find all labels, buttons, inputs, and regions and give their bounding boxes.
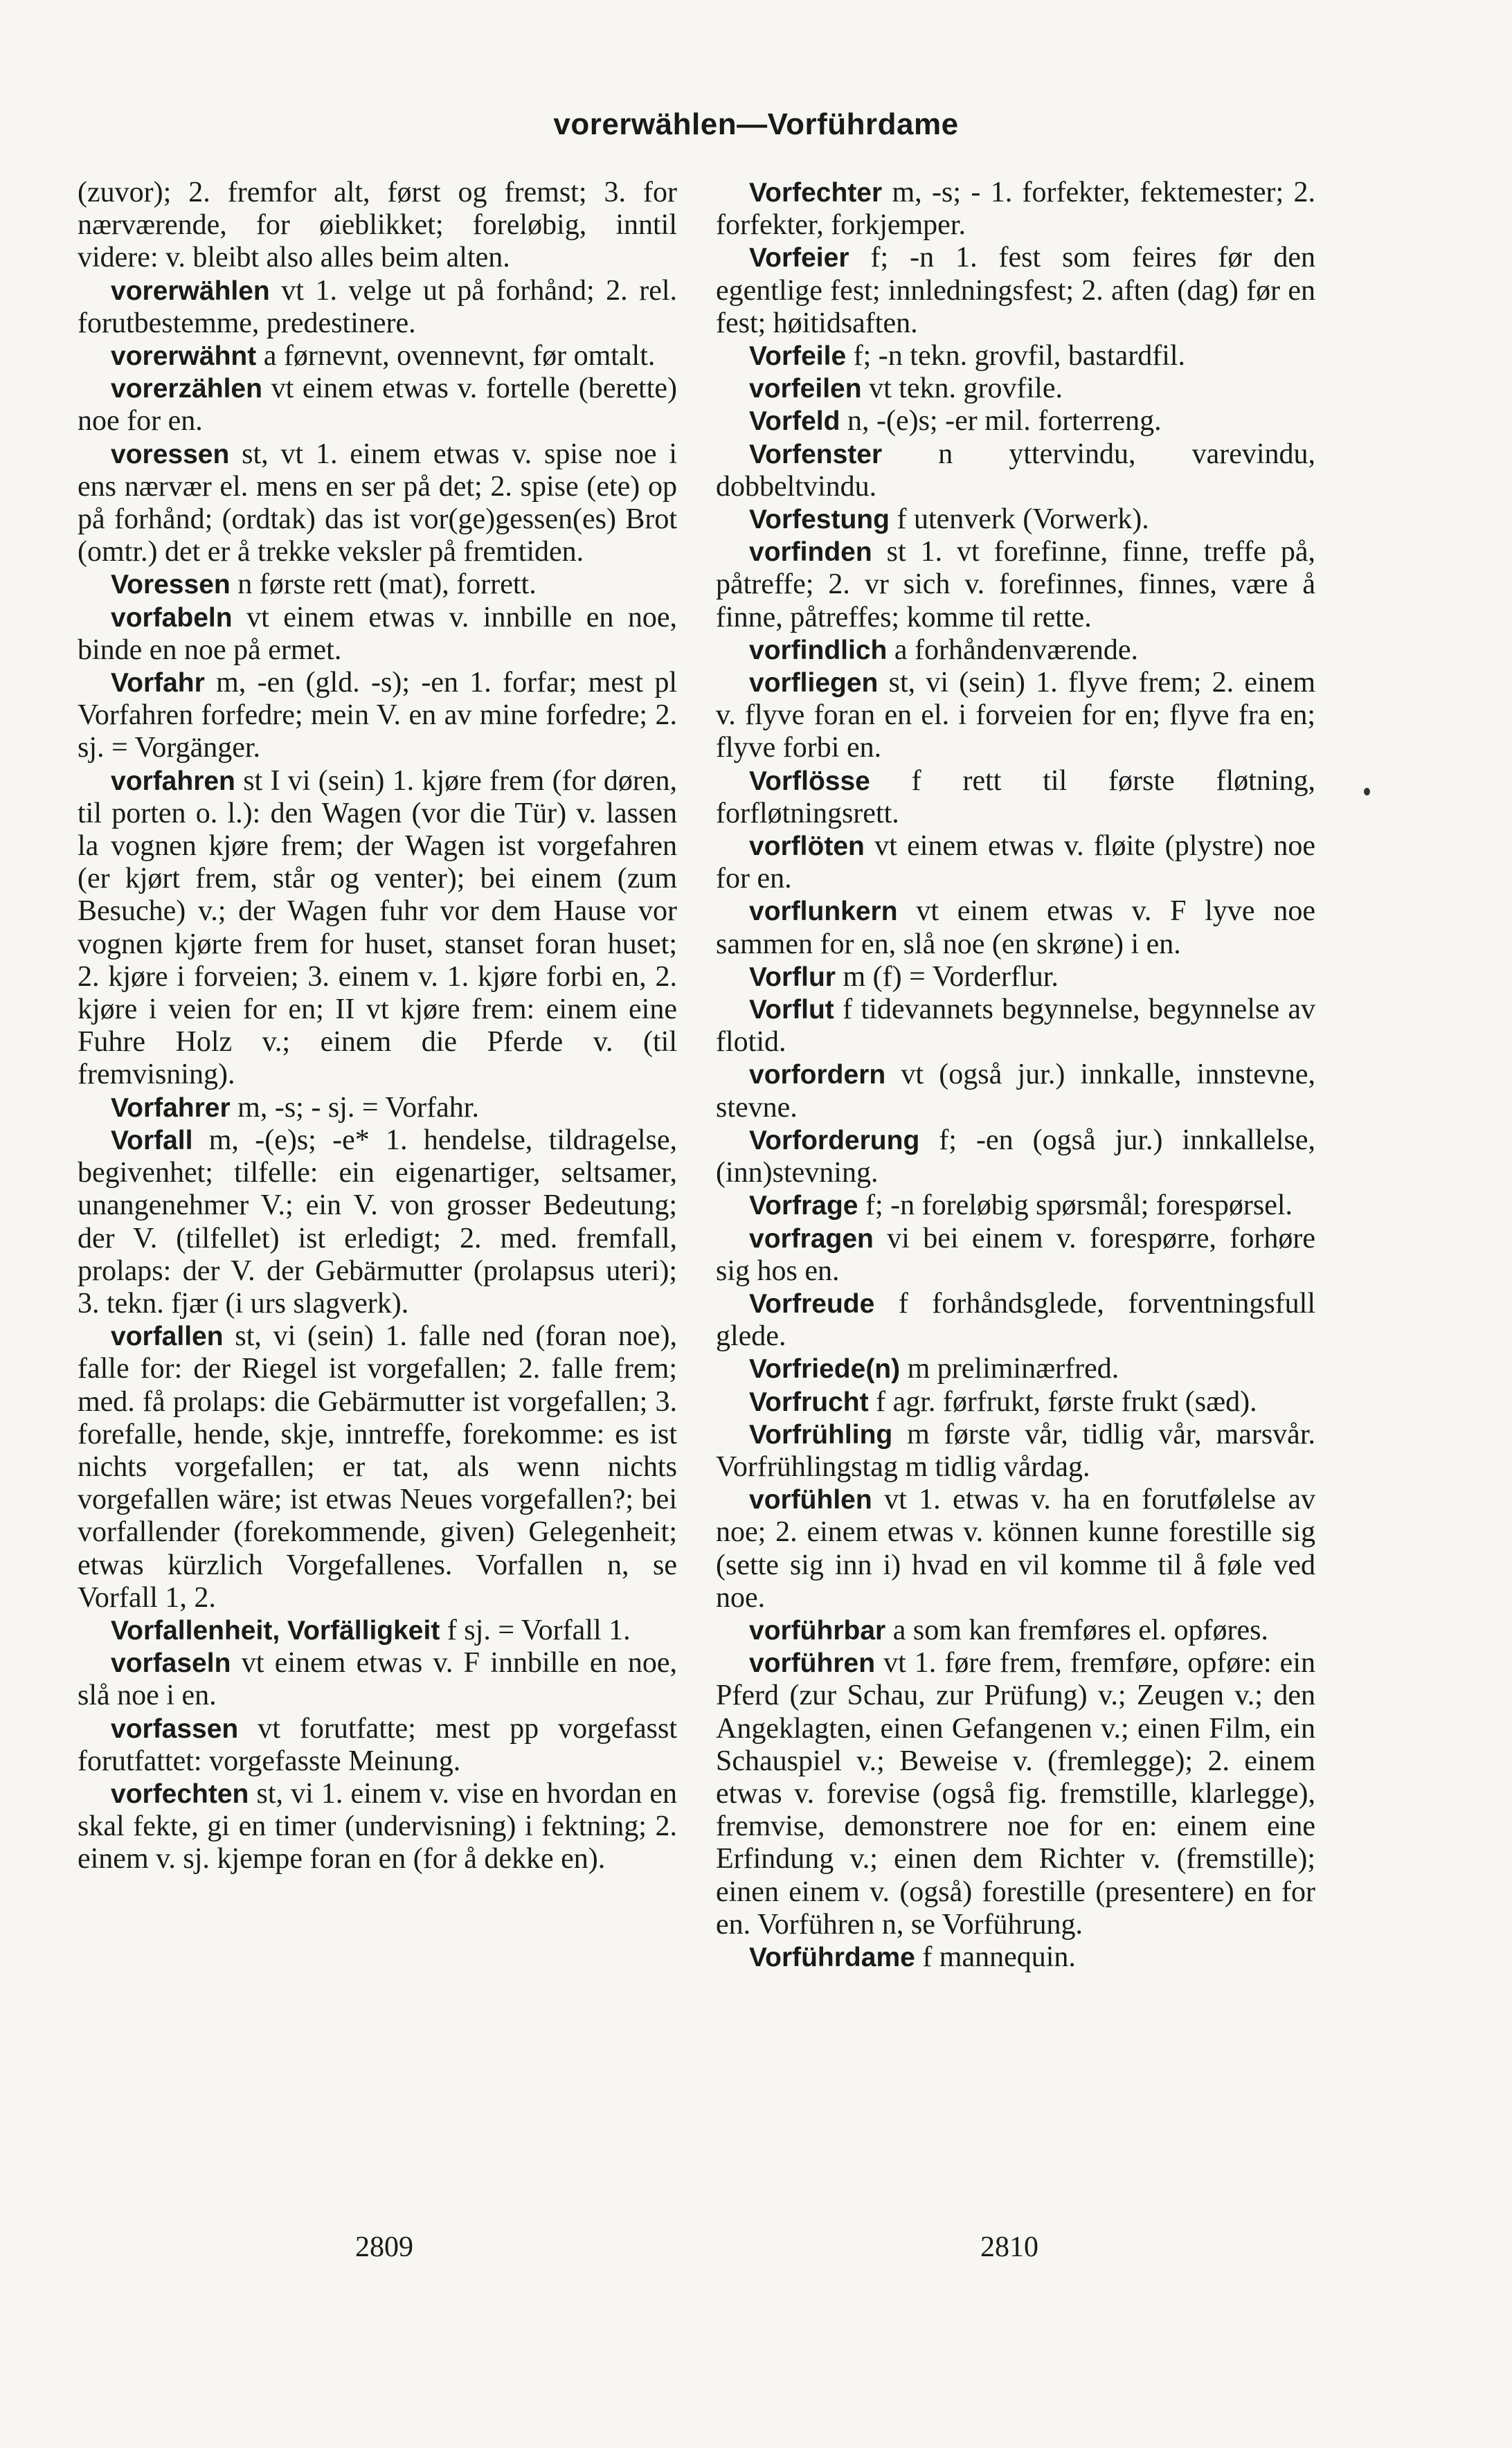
dictionary-entry bbox=[78, 1124, 677, 1320]
dictionary-entry bbox=[78, 372, 677, 438]
dictionary-entry bbox=[78, 1320, 677, 1614]
dictionary-entry bbox=[716, 340, 1315, 372]
dictionary-entry bbox=[716, 1288, 1315, 1353]
entry-definition: m, -s; - sj. = Vorfahr. bbox=[237, 1091, 479, 1124]
dictionary-entry bbox=[78, 1713, 677, 1778]
entry-definition: f mannequin. bbox=[922, 1941, 1076, 1973]
entry-headword: Vorfall bbox=[111, 1125, 193, 1155]
dictionary-entry bbox=[716, 177, 1315, 242]
entry-headword: Vorführdame bbox=[749, 1942, 915, 1972]
entry-definition: f; -n tekn. grovfil, bastardfil. bbox=[853, 340, 1186, 372]
entry-headword: vorerwählen bbox=[111, 276, 270, 306]
entry-definition: (zuvor); 2. fremfor alt, først og fremst; 3. for nærværende, for øieblikket; foreløbig, inntil videre: v. bleibt also alles beim alten. bbox=[78, 177, 677, 274]
entry-headword: Vorforderung bbox=[749, 1125, 920, 1155]
entry-definition: n yttervindu, varevindu, dobbeltvindu. bbox=[716, 438, 1316, 503]
entry-headword: Vorfestung bbox=[749, 505, 890, 535]
entry-definition: f; -n foreløbig spørsmål; forespørsel. bbox=[865, 1189, 1293, 1222]
entry-headword: Vorfriede(n) bbox=[749, 1354, 901, 1385]
dictionary-entry bbox=[78, 1092, 677, 1124]
entry-headword: vorfeilen bbox=[749, 374, 862, 404]
entry-headword: vorfliegen bbox=[749, 668, 879, 699]
dictionary-entry bbox=[78, 667, 677, 765]
entry-headword: vorführbar bbox=[749, 1615, 886, 1646]
dictionary-entry bbox=[78, 1614, 677, 1647]
entry-headword: Vorflösse bbox=[749, 766, 870, 796]
entry-headword: vorerwähnt bbox=[111, 341, 257, 372]
dictionary-entry bbox=[78, 568, 677, 601]
entry-headword: Vorflut bbox=[749, 995, 834, 1025]
entry-headword: vorfabeln bbox=[111, 602, 233, 633]
entry-definition: m, -en (gld. -s); -en 1. forfar; mest pl Vorfahren forfedre; mein V. en av mine forfedre; 2. sj. = Vorgänger. bbox=[78, 667, 677, 764]
dictionary-entry bbox=[716, 667, 1315, 765]
dictionary-entry bbox=[716, 536, 1315, 634]
entry-definition: m preliminærfred. bbox=[907, 1353, 1119, 1385]
entry-headword: Vorfenster bbox=[749, 439, 883, 469]
entry-definition: f forhåndsglede, forventningsfull glede. bbox=[716, 1287, 1315, 1353]
entry-definition: vt einem etwas v. fortelle (berette) noe for en. bbox=[78, 372, 677, 438]
entry-definition: st I vi (sein) 1. kjøre frem (for døren, til porten o. l.): den Wagen (vor die Tür) v. lassen la vognen kjøre frem; der Wagen ist vorgefahren (er kjørt frem, står og venter); bei einem (zum Besuche) v.; der Wagen fuhr vor dem Hause vor vognen kjørte frem for huset, stanset foran huset; 2. kjøre i forveien; 3. einem v. 1. kjøre forbi en, 2. kjøre i veien for en; II vt kjøre frem: einem eine Fuhre Holz v.; einem die Pferde v. (til fremvisning). bbox=[78, 764, 677, 1091]
entry-definition: vt 1. føre frem, fremføre, opføre: ein Pferd (zur Schau, zur Prüfung) v.; Zeugen v.; den Angeklagten, einen Gefangenen v.; einen Film, ein Schauspiel v.; Beweise v. (fremlegge); 2. einem etwas v. forevise (også fig. fremstille, klarlegge), fremvise, demonstrere noe for en: einem eine Erfindung v.; einen dem Richter v. (fremstille); einen einem v. (også) forestille (presentere) en for en. Vorführen n, se Vorführung. bbox=[716, 1647, 1315, 1941]
entry-definition: st, vi (sein) 1. flyve frem; 2. einem v. flyve foran en el. i forveien for en; flyve fra en; flyve forbi en. bbox=[716, 667, 1316, 764]
entry-definition: m, -s; - 1. forfekter, fektemester; 2. forfekter, forkjemper. bbox=[716, 177, 1315, 242]
dictionary-entry bbox=[716, 634, 1315, 667]
dictionary-entry bbox=[78, 177, 677, 275]
dictionary-entry bbox=[716, 830, 1315, 895]
entry-definition: m første vår, tidlig vår, marsvår. Vorfrühlingstag m tidlig vårdag. bbox=[716, 1418, 1315, 1483]
dictionary-entry bbox=[78, 275, 677, 340]
entry-headword: vorfallen bbox=[111, 1322, 224, 1352]
entry-definition: n, -(e)s; -er mil. forterreng. bbox=[847, 405, 1162, 438]
entry-headword: vorerzählen bbox=[111, 374, 262, 404]
dictionary-entry bbox=[716, 1484, 1315, 1614]
dictionary-entry bbox=[716, 438, 1315, 503]
dictionary-entry bbox=[78, 340, 677, 372]
entry-headword: vorführen bbox=[749, 1648, 876, 1679]
entry-headword: Vorfrühling bbox=[749, 1419, 893, 1450]
entry-definition: vt 1. velge ut på forhånd; 2. rel. forutbestemme, predestinere. bbox=[78, 274, 677, 339]
entry-definition: f sj. = Vorfall 1. bbox=[447, 1614, 631, 1646]
entry-definition: vt tekn. grovfile. bbox=[869, 372, 1063, 405]
dictionary-entry bbox=[78, 1778, 677, 1876]
dictionary-entry bbox=[716, 765, 1315, 830]
entry-headword: vorfinden bbox=[749, 537, 872, 568]
entry-headword: vorfechten bbox=[111, 1779, 249, 1809]
dictionary-entry bbox=[78, 765, 677, 1092]
entry-headword: vorfassen bbox=[111, 1713, 239, 1744]
entry-headword: Voressen bbox=[111, 570, 231, 600]
dictionary-entry bbox=[716, 1059, 1315, 1124]
entry-headword: Vorflur bbox=[749, 962, 836, 992]
page-title: vorerwählen—Vorführdame bbox=[553, 107, 959, 141]
entry-headword: Vorfeile bbox=[749, 341, 847, 372]
dictionary-entry bbox=[716, 895, 1315, 960]
entry-headword: Vorfahr bbox=[111, 668, 205, 699]
dictionary-entry bbox=[716, 1419, 1315, 1484]
dictionary-entry bbox=[78, 438, 677, 569]
entry-headword: vorfühlen bbox=[749, 1485, 872, 1515]
entry-definition: vi bei einem v. forespørre, forhøre sig hos en. bbox=[716, 1222, 1315, 1287]
page-number-left: 2809 bbox=[355, 2231, 413, 2263]
entry-definition: vt (også jur.) innkalle, innstevne, stevne. bbox=[716, 1059, 1315, 1124]
entry-headword: Vorfechter bbox=[749, 178, 883, 208]
entry-headword: vorflöten bbox=[749, 831, 865, 862]
entry-headword: voressen bbox=[111, 439, 230, 469]
entry-headword: Vorfreude bbox=[749, 1288, 875, 1319]
dictionary-entry bbox=[78, 1647, 677, 1712]
entry-definition: a forhåndenværende. bbox=[894, 633, 1139, 666]
entry-headword: vorfindlich bbox=[749, 635, 888, 665]
entry-definition: m, -(e)s; -e* 1. hendelse, tildragelse, begivenhet; tilfelle: ein eigenartiger, seltsamer, unangenehmer V.; ein V. von grosser Bedeutung; der V. (tilfellet) ist erledigt; 2. med. fremfall, prolaps: der V. der Gebärmutter (prolapsus uteri); 3. tekn. fjær (i urs slagverk). bbox=[78, 1124, 678, 1320]
page-number-right: 2810 bbox=[980, 2231, 1038, 2263]
entry-headword: vorfragen bbox=[749, 1223, 874, 1254]
entry-definition: f tidevannets begynnelse, begynnelse av flotid. bbox=[716, 993, 1315, 1059]
entry-headword: vorfordern bbox=[749, 1060, 886, 1090]
entry-definition: st, vi 1. einem v. vise en hvordan en skal fekte, gi en timer (undervisning) i fektning; 2. einem v. sj. kjempe foran en (for å dekke en). bbox=[78, 1777, 677, 1875]
entry-headword: Vorfeld bbox=[749, 406, 840, 437]
entry-headword: vorflunkern bbox=[749, 897, 898, 927]
right-column bbox=[716, 177, 1315, 1974]
entry-headword: vorfahren bbox=[111, 766, 235, 796]
dictionary-entry bbox=[716, 242, 1315, 340]
left-column bbox=[78, 177, 677, 1876]
dictionary-entry bbox=[716, 405, 1315, 438]
entry-definition: f agr. førfrukt, første frukt (sæd). bbox=[876, 1385, 1257, 1418]
entry-definition: vt einem etwas v. innbille en noe, binde en noe på ermet. bbox=[78, 601, 678, 666]
dictionary-entry bbox=[716, 372, 1315, 405]
entry-definition: vt 1. etwas v. ha en forutfølelse av noe; 2. einem etwas v. können kunne forestille sig (sette sig inn i) hvad en vil komme til å føle ved noe. bbox=[716, 1484, 1315, 1614]
dictionary-entry bbox=[716, 1353, 1315, 1385]
margin-mark bbox=[1364, 788, 1370, 795]
dictionary-entry bbox=[78, 602, 677, 667]
entry-definition: vt einem etwas v. F innbille en noe, slå noe i en. bbox=[78, 1647, 678, 1712]
entry-headword: Vorfallenheit, Vorfälligkeit bbox=[111, 1615, 440, 1646]
entry-headword: Vorfeier bbox=[749, 243, 849, 273]
dictionary-entry bbox=[716, 1386, 1315, 1419]
dictionary-entry bbox=[716, 1941, 1315, 1974]
entry-definition: a førnevnt, ovennevnt, før omtalt. bbox=[263, 340, 656, 372]
entry-definition: f; -en (også jur.) innkallelse, (inn)stevning. bbox=[716, 1124, 1316, 1189]
entry-headword: Vorfahrer bbox=[111, 1092, 231, 1123]
entry-definition: f; -n 1. fest som feires før den egentlige fest; innledningsfest; 2. aften (dag) før en fest; høitidsaften. bbox=[716, 242, 1316, 339]
entry-definition: vt einem etwas v. F lyve noe sammen for en, slå noe (en skrøne) i en. bbox=[716, 895, 1315, 960]
entry-definition: m (f) = Vorderflur. bbox=[843, 960, 1059, 993]
entry-definition: vt einem etwas v. fløite (plystre) noe for en. bbox=[716, 830, 1316, 895]
entry-definition: st, vi (sein) 1. falle ned (foran noe), falle for: der Riegel ist vorgefallen; 2. falle frem; med. få prolaps: die Gebärmutter ist vorgefallen; 3. forefalle, hende, skje, inntreffe, forekomme: es ist nichts vorgefallen; er tat, als wenn nichts vorgefallen wäre; ist etwas Neues vorgefallen?; bei vorfallender (forekommende, given) Gelegenheit; etwas kürzlich Vorgefallenes. Vorfallen n, se Vorfall 1, 2. bbox=[78, 1320, 678, 1614]
dictionary-entry bbox=[716, 1124, 1315, 1189]
entry-definition: n første rett (mat), forrett. bbox=[237, 568, 537, 601]
dictionary-entry bbox=[716, 1189, 1315, 1222]
dictionary-entry bbox=[716, 1223, 1315, 1288]
entry-definition: f rett til første fløtning, forfløtningsrett. bbox=[716, 764, 1315, 829]
entry-headword: Vorfrage bbox=[749, 1191, 858, 1221]
dictionary-entry bbox=[716, 961, 1315, 993]
entry-definition: st 1. vt forefinne, finne, treffe på, påtreffe; 2. vr sich v. forefinnes, finnes, være å finne, påtreffes; komme til rette. bbox=[716, 536, 1316, 633]
dictionary-entry bbox=[716, 1647, 1315, 1941]
dictionary-entry bbox=[716, 1614, 1315, 1647]
dictionary-entry bbox=[716, 993, 1315, 1059]
entry-definition: f utenverk (Vorwerk). bbox=[897, 503, 1149, 536]
entry-definition: st, vt 1. einem etwas v. spise noe i ens nærvær el. mens en ser på det; 2. spise (ete) op på forhånd; (ordtak) das ist vor(ge)gessen(es) Brot (omtr.) det er å trekke veksler på fremtiden. bbox=[78, 438, 678, 568]
dictionary-entry bbox=[716, 503, 1315, 536]
entry-headword: vorfaseln bbox=[111, 1648, 231, 1679]
entry-definition: a som kan fremføres el. opføres. bbox=[892, 1614, 1269, 1646]
entry-definition: vt forutfatte; mest pp vorgefasst forutfattet: vorgefasste Meinung. bbox=[78, 1712, 677, 1777]
entry-headword: Vorfrucht bbox=[749, 1387, 869, 1417]
